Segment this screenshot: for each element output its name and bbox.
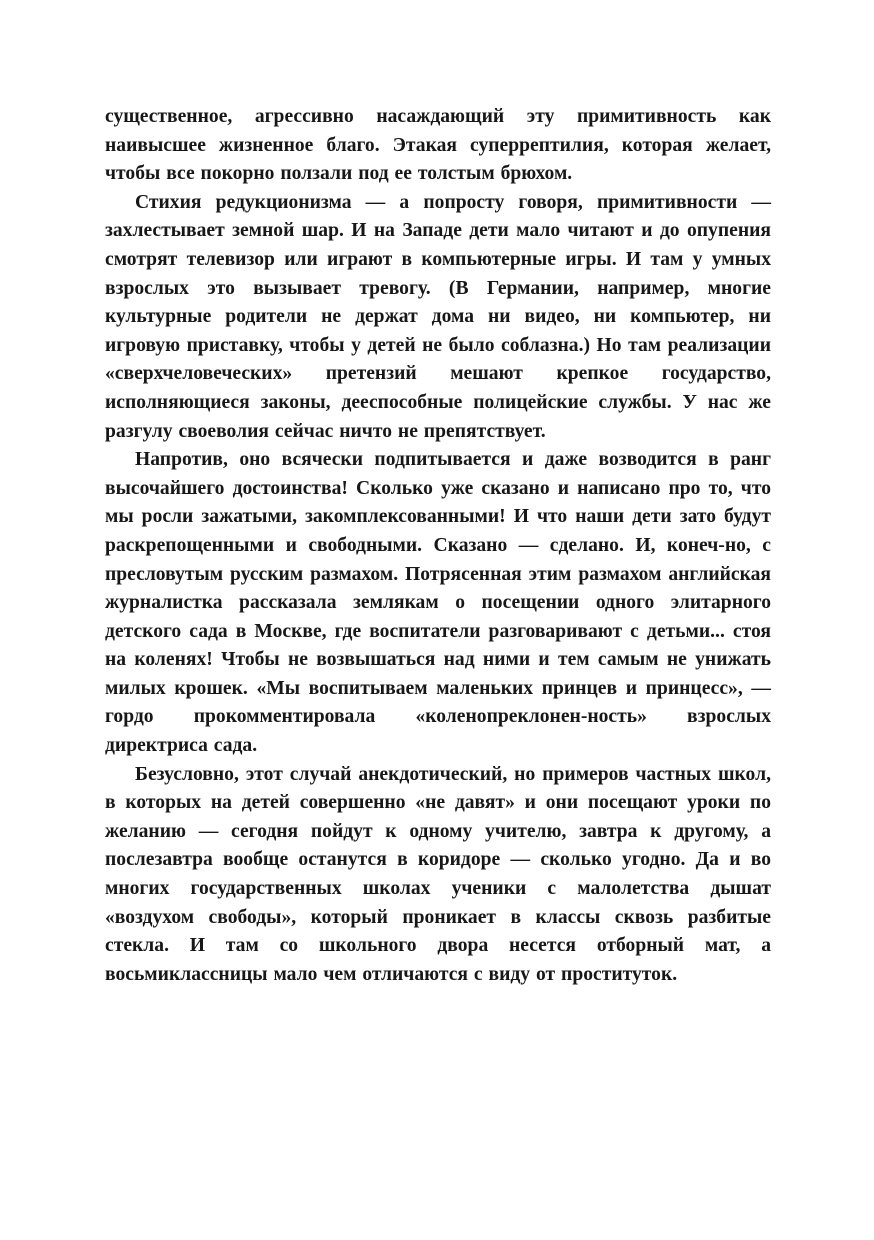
paragraph: Безусловно, этот случай анекдотический, но примеров частных школ, в которых на детей совершенно «не давят» и они посещают уроки по желанию — сегодня пойдут к одному учителю, завтра к другому, а послезавтра вообще останутся в коридоре — сколько угодно. Да и во многих государственных школах ученики с малолетства дышат «воздухом свободы», который проникает в классы сквозь разбитые стекла. И там со школьного двора несется отборный мат, а восьмиклассницы мало чем отличаются с виду от проституток. [105,763,771,985]
paragraph: Напротив, оно всячески подпитывается и даже возводится в ранг высочайшего достоинства! Сколько уже сказано и написано про то, что мы росли зажатыми, закомплексованными! И что наши дети зато будут раскрепощенными и свободными. Сказано — сделано. И, конеч-но, с пресловутым русским размахом. Потрясенная этим размахом английская журналистка рассказала землякам о посещении одного элитарного детского сада в Москве, где воспитатели разговаривают с детьми... стоя на коленях! Чтобы не возвышаться над ними и тем самым не унижать милых крошек. «Мы воспитываем маленьких принцев и принцесс», — гордо прокомментировала «коленопреклонен-ность» взрослых директриса сада. [105,449,771,757]
paragraph: существенное, агрессивно насаждающий эту примитивность как наивысшее жизненное благо. Этакая суперрептилия, которая желает, чтобы все покорно ползали под ее толстым брюхом. [105,106,771,185]
paragraph: Стихия редукционизма — а попросту говоря, примитивности — захлестывает земной шар. И на Западе дети мало читают и до опупения смотрят телевизор или играют в компьютерные игры. И там у умных взрослых это вызывает тревогу. (В Германии, например, многие культурные родители не держат дома ни видео, ни компьютер, ни игровую приставку, чтобы у детей не было соблазна.) Но там реализации «сверхчеловеческих» претензий мешают крепкое государство, исполняющиеся законы, дееспособные полицейские службы. У нас же разгулу своеволия сейчас ничто не препятствует. [105,191,771,442]
body-text [105,103,771,989]
